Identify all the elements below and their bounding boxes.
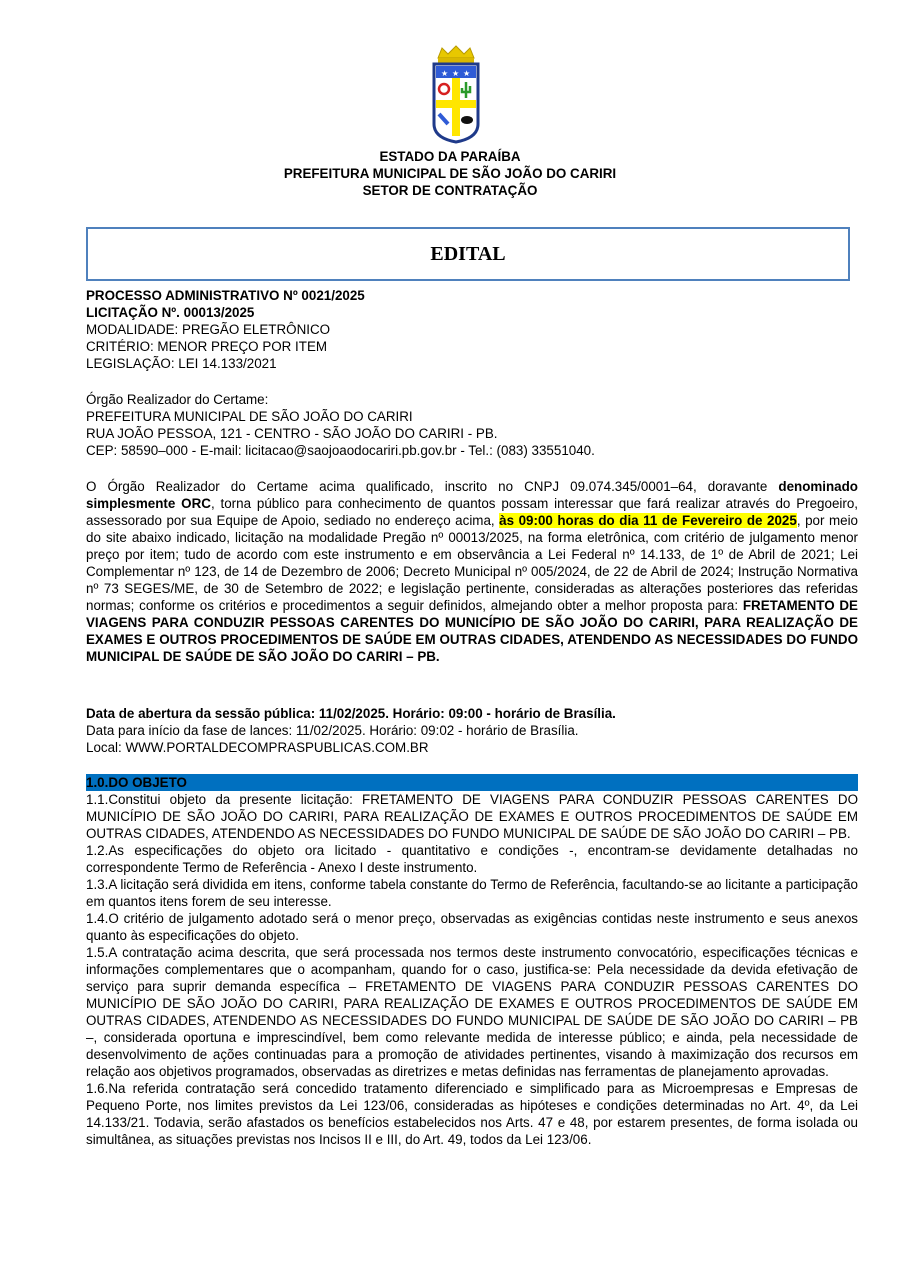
list-item: 1.3.A licitação será dividida em itens, conforme tabela constante do Termo de Referência, facultando-se ao licitante a participação em quantos itens forem de seu interesse. [86,877,858,909]
municipal-crest-logo [430,44,482,144]
orgao-contact: CEP: 58590–000 - E-mail: licitacao@saojoaodocariri.pb.gov.br - Tel.: (083) 33551040. [86,443,595,458]
session-lances: Data para início da fase de lances: 11/02/2025. Horário: 09:02 - horário de Brasília. [86,723,579,738]
criterio: CRITÉRIO: MENOR PREÇO POR ITEM [86,339,328,354]
list-item: 1.6.Na referida contratação será concedido tratamento diferenciado e simplificado para as Microempresas e Empresas de Pequeno Porte, nos limites previstos da Lei 123/06, consideradas as hipóteses e condições determinadas no Art. 4º, da Lei 14.133/21. Todavia, serão afastados os benefícios estabelecidos nos Arts. 47 e 48, por estarem presentes, de forma isolada ou simultânea, as situações previstas nos Incisos II e III, do Art. 49, todos da Lei 123/06. [86,1081,858,1147]
session-local: Local: WWW.PORTALDECOMPRASPUBLICAS.COM.BR [86,740,429,755]
intro-text-1: O Órgão Realizador do Certame acima qualificado, inscrito no CNPJ 09.074.345/0001–64, doravante [86,479,779,494]
header-prefeitura: PREFEITURA MUNICIPAL DE SÃO JOÃO DO CARIRI [283,166,617,181]
section-objeto [86,774,858,1148]
svg-text:★: ★ [441,69,449,78]
list-item: 1.5.A contratação acima descrita, que será processada nos termos deste instrumento convocatório, especificações técnicas e informações complementares que o acompanham, quando for o caso, justifica-se: Pela necessidade da devida efetivação de serviço para suprir demanda específica – FRETAMENTO DE VIAGENS PARA CONDUZIR PESSOAS CARENTES DO MUNICÍPIO DE SÃO JOÃO DO CARIRI, PARA REALIZAÇÃO DE EXAMES E OUTROS PROCEDIMENTOS DE SAÚDE EM OUTRAS CIDADES, ATENDENDO AS NECESSIDADES DO FUNDO MUNICIPAL DE SAÚDE DE SÃO JOÃO DO CARIRI – PB –, considerada oportuna e imprescindível, bem como relevante medida de interesse público; e ainda, pela necessidade de desenvolvimento de ações continuadas para a promoção de atividades pertinentes, visando à maximização dos recursos em relação aos objetivos programados, observadas as diretrizes e metas definidas nas ferramentas de planejamento aprovadas. [86,945,858,1079]
svg-text:★: ★ [463,69,471,78]
orgao-name: PREFEITURA MUNICIPAL DE SÃO JOÃO DO CARIRI [86,409,413,424]
header-setor: SETOR DE CONTRATAÇÃO [362,183,538,198]
process-info [86,287,858,372]
orgao-label: Órgão Realizador do Certame: [86,392,269,407]
list-item: 1.2.As especificações do objeto ora licitado - quantitativo e condições -, encontram-se devidamente detalhadas no correspondente Termo de Referência - Anexo I deste instrumento. [86,843,858,875]
legislacao: LEGISLAÇÃO: LEI 14.133/2021 [86,356,277,371]
licitacao-number: LICITAÇÃO Nº. 00013/2025 [86,305,255,320]
intro-date-highlight: às 09:00 horas do dia 11 de Fevereiro de 2025 [499,513,797,528]
processo-number: PROCESSO ADMINISTRATIVO Nº 0021/2025 [86,288,365,303]
header-state: ESTADO DA PARAÍBA [379,149,521,164]
title-box [86,227,850,281]
page-title: EDITAL [430,243,506,265]
svg-text:★: ★ [452,69,460,78]
intro-text-2: , torna público para conhecimento de quantos possam interessar que fará realizar através do Pregoeiro, assessorado por sua Equipe de Apoio, sediado no endereço acima, [86,496,858,528]
intro-text-3: , por meio do site abaixo indicado, licitação na modalidade Pregão nº 00013/2025, na forma eletrônica, com critério de julgamento menor preço por item; tudo de acordo com este instrumento e em observância a Lei Federal nº 14.133, de 1º de Abril de 2021; Lei Complementar nº 123, de 14 de Dezembro de 2006; Decreto Municipal nº 005/2024, de 22 de Abril de 2024; Instrução Normativa nº 73 SEGES/ME, de 30 de Setembro de 2022; e legislação pertinente, consideradas as alterações posteriores das referidas normas; conforme os critérios e procedimentos a seguir definidos, almejando obter a melhor proposta para: [86,513,858,613]
session-info [86,705,858,756]
intro-object-bold: FRETAMENTO DE VIAGENS PARA CONDUZIR PESSOAS CARENTES DO MUNICÍPIO DE SÃO JOÃO DO CARIRI, PARA REALIZAÇÃO DE EXAMES E OUTROS PROCEDIMENTOS DE SAÚDE EM OUTRAS CIDADES, ATENDENDO AS NECESSIDADES DO FUNDO MUNICIPAL DE SAÚDE DE SÃO JOÃO DO CARIRI – PB. [86,598,858,664]
intro-paragraph [86,478,858,665]
list-item: 1.1.Constitui objeto da presente licitação: FRETAMENTO DE VIAGENS PARA CONDUZIR PESSOAS CARENTES DO MUNICÍPIO DE SÃO JOÃO DO CARIRI, PARA REALIZAÇÃO DE EXAMES E OUTROS PROCEDIMENTOS DE SAÚDE EM OUTRAS CIDADES, ATENDENDO AS NECESSIDADES DO FUNDO MUNICIPAL DE SAÚDE DE SÃO JOÃO DO CARIRI – PB. [86,792,858,841]
orgao-info [86,391,858,459]
document-header [0,148,900,199]
section-heading: 1.0.DO OBJETO [86,774,858,791]
orgao-address: RUA JOÃO PESSOA, 121 - CENTRO - SÃO JOÃO DO CARIRI - PB. [86,426,498,441]
list-item: 1.4.O critério de julgamento adotado será o menor preço, observadas as exigências contidas neste instrumento e seus anexos quanto às especificações do objeto. [86,911,858,943]
intro-orc-bold: denominado simplesmente ORC [86,479,858,511]
session-abertura: Data de abertura da sessão pública: 11/02/2025. Horário: 09:00 - horário de Brasília. [86,706,616,721]
modalidade: MODALIDADE: PREGÃO ELETRÔNICO [86,322,331,337]
